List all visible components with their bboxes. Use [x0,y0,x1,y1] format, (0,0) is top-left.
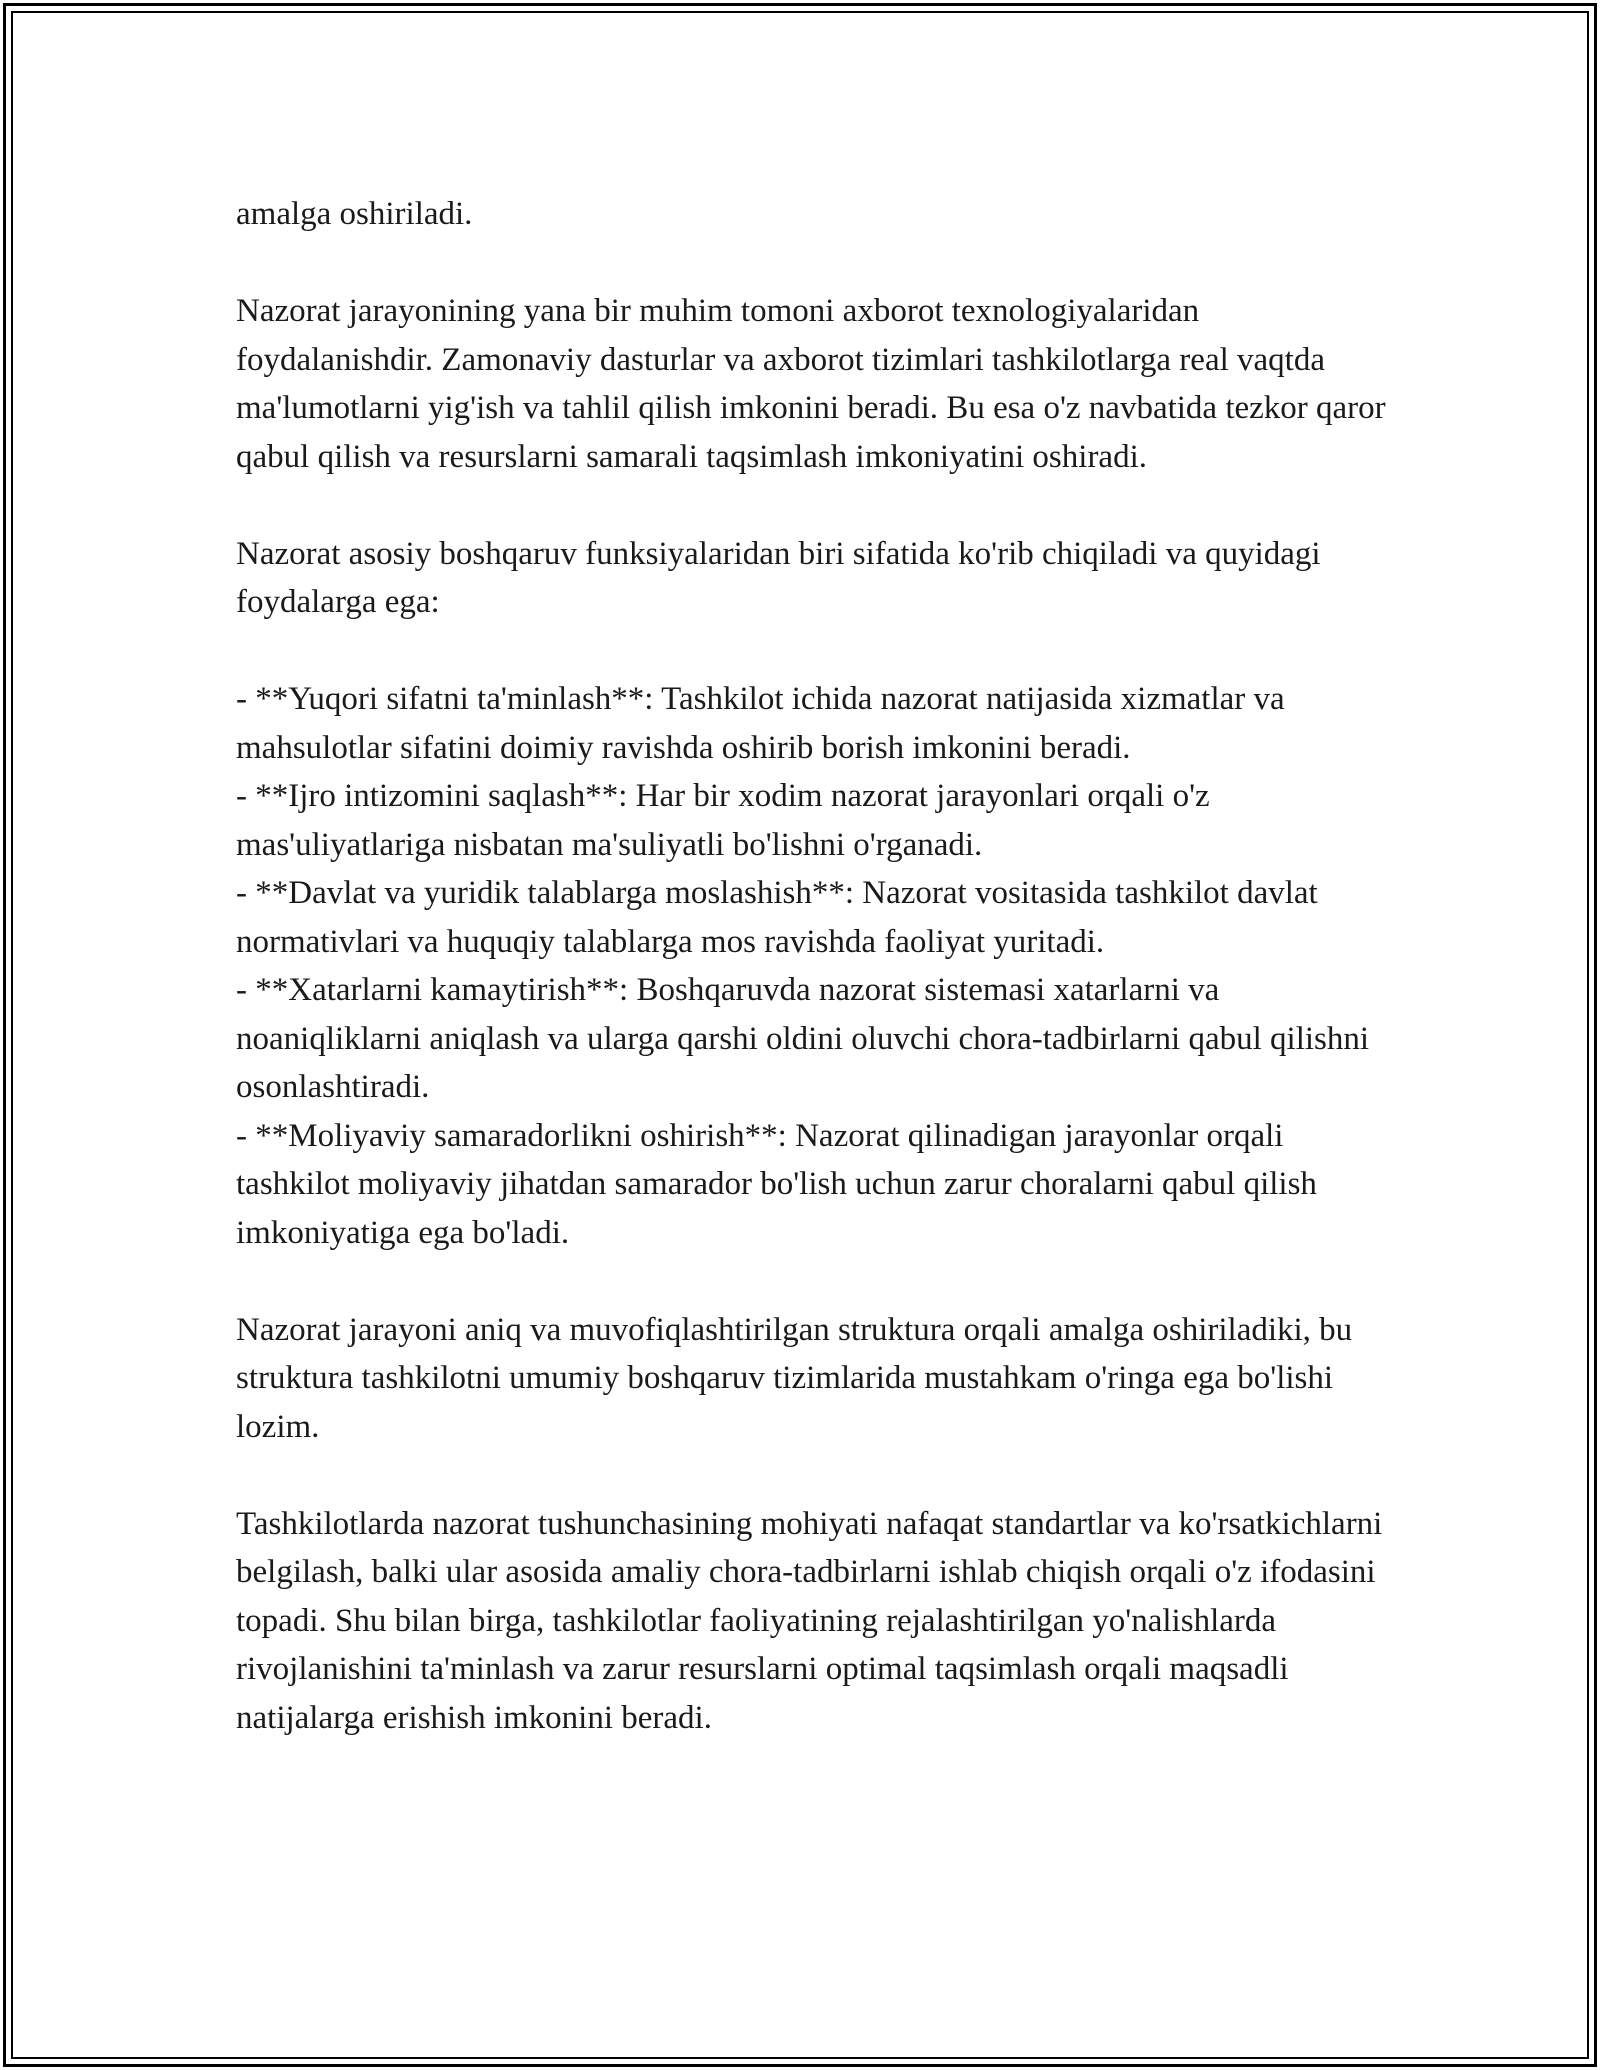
benefits-list [236,675,1396,1257]
list-item-compliance: - **Davlat va yuridik talablarga moslashish**: Nazorat vositasida tashkilot davlat normativlari va huquqiy talablarga mos ravishda faoliyat yuritadi. [236,875,1318,960]
paragraph-essence: Tashkilotlarda nazorat tushunchasining mohiyati nafaqat standartlar va ko'rsatkichlarni belgilash, balki ular asosida amaliy chora-tadbirlarni ishlab chiqish orqali o'z ifodasini topadi. Shu bilan birga, tashkilotlar faoliyatining rejalashtirilgan yo'nalishlarda rivojlanishini ta'minlash va zarur resurslarni optimal taqsimlash orqali maqsadli natijalarga erishish imkonini beradi. [236,1505,1383,1736]
paragraph-information-technology: Nazorat jarayonining yana bir muhim tomoni axborot texnologiyalaridan foydalanishdir. Zamonaviy dasturlar va axborot tizimlari tashkilotlarga real vaqtda ma'lumotlarni yig'ish va tahlil qilish imkonini beradi. Bu esa o'z navbatida tezkor qaror qabul qilish va resurslarni samarali taqsimlash imkoniyatini oshiradi. [236,293,1386,475]
list-item-financial: - **Moliyaviy samaradorlikni oshirish**: Nazorat qilinadigan jarayonlar orqali tashkilot moliyaviy jihatdan samarador bo'lish uchun zarur choralarni qabul qilish imkoniyatiga ega bo'ladi. [236,1117,1317,1251]
list-item-discipline: - **Ijro intizomini saqlash**: Har bir xodim nazorat jarayonlari orqali o'z mas'uliyatlariga nisbatan ma'suliyatli bo'lishni o'rganadi. [236,778,1210,863]
list-item-quality: - **Yuqori sifatni ta'minlash**: Tashkilot ichida nazorat natijasida xizmatlar va mahsulotlar sifatini doimiy ravishda oshirib borish imkonini beradi. [236,681,1285,766]
paragraph-structure: Nazorat jarayoni aniq va muvofiqlashtirilgan struktura orqali amalga oshiriladiki, bu struktura tashkilotni umumiy boshqaruv tizimlarida mustahkam o'ringa ega bo'lishi lozim. [236,1311,1353,1445]
document-body [236,190,1396,1791]
paragraph-continuation: amalga oshiriladi. [236,196,473,232]
list-item-risk: - **Xatarlarni kamaytirish**: Boshqaruvda nazorat sistemasi xatarlarni va noaniqliklarni aniqlash va ularga qarshi oldini oluvchi chora-tadbirlarni qabul qilishni osonlashtiradi. [236,972,1370,1105]
paragraph-benefits-intro: Nazorat asosiy boshqaruv funksiyalaridan biri sifatida ko'rib chiqiladi va quyidagi foydalarga ega: [236,535,1321,620]
